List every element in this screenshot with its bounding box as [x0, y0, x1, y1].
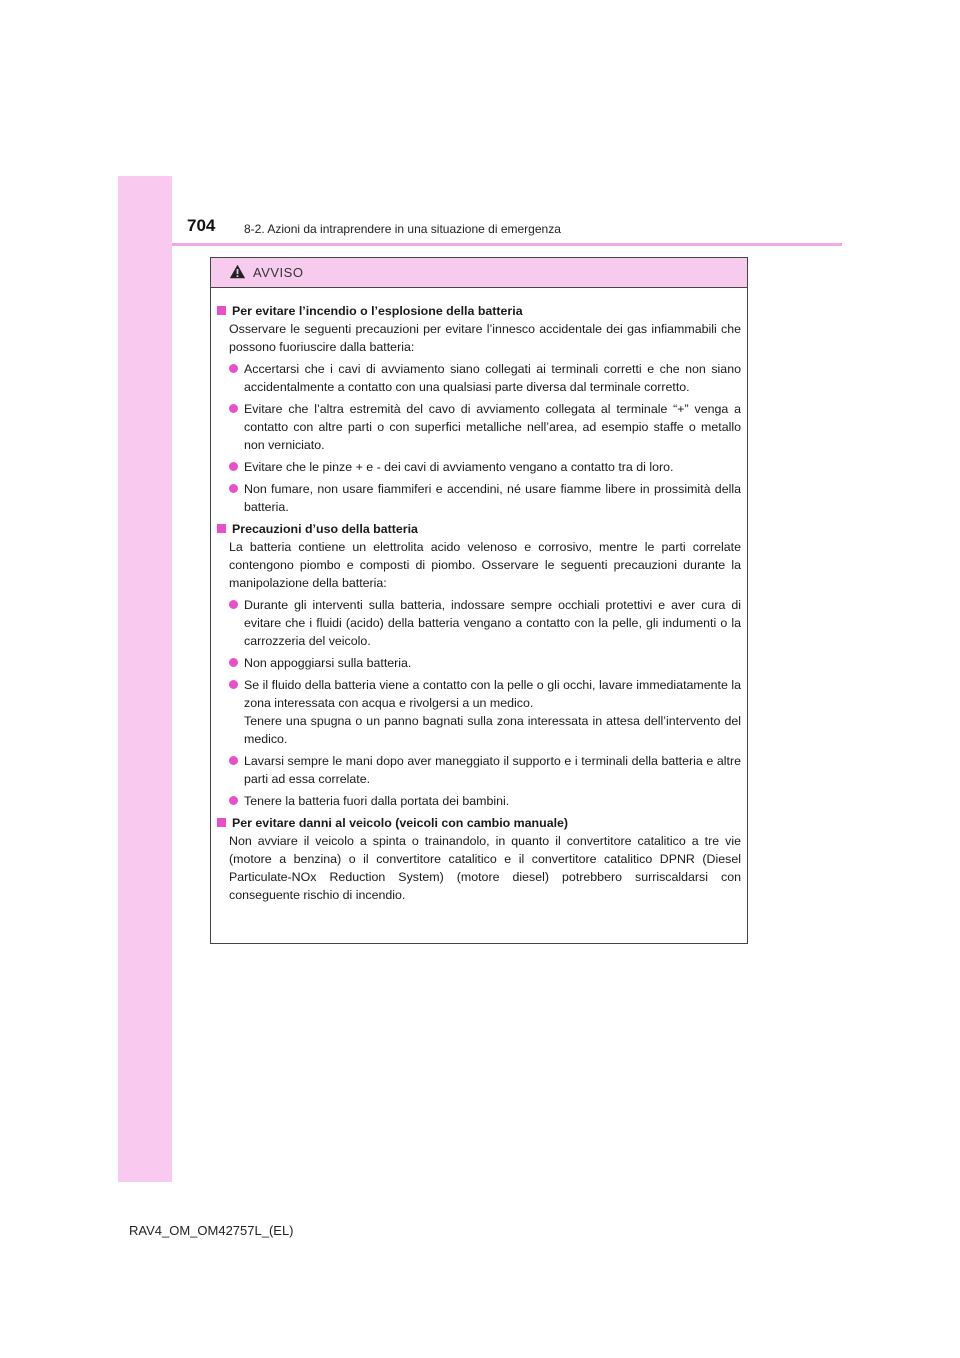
document-code: RAV4_OM_OM42757L_(EL) — [129, 1223, 294, 1238]
warning-box — [210, 257, 748, 944]
warning-title: AVVISO — [253, 265, 304, 280]
list-item: Durante gli interventi sulla batteria, indossare sempre occhiali protettivi e aver cura di evitare che i fluidi (acido) della batteria vengano a contatto con la pelle, gli indumenti o la carrozzeria del veicolo. — [229, 596, 741, 650]
section-heading: Per evitare l’incendio o l’esplosione della batteria — [217, 302, 741, 320]
square-bullet-icon — [217, 524, 226, 533]
circle-bullet-icon — [229, 796, 238, 805]
circle-bullet-icon — [229, 680, 238, 689]
page-sidebar — [118, 176, 172, 1182]
list-item: Evitare che l’altra estremità del cavo di avviamento collegata al terminale “+” venga a contatto con altre parti o con superfici metalliche nell’area, ad esempio staffe o metallo non verniciato. — [229, 400, 741, 454]
circle-bullet-icon — [229, 462, 238, 471]
list-item: Non appoggiarsi sulla batteria. — [229, 654, 741, 672]
warning-header — [211, 258, 747, 288]
square-bullet-icon — [217, 306, 226, 315]
header-rule — [172, 243, 842, 246]
list-item: Tenere la batteria fuori dalla portata dei bambini. — [229, 792, 741, 810]
circle-bullet-icon — [229, 658, 238, 667]
circle-bullet-icon — [229, 484, 238, 493]
square-bullet-icon — [217, 818, 226, 827]
circle-bullet-icon — [229, 600, 238, 609]
list-item: Se il fluido della batteria viene a contatto con la pelle o gli occhi, lavare immediatamente la zona interessata con acqua e rivolgersi a un medico. Tenere una spugna o un panno bagnati sulla zona interessata in attesa dell’intervento del medico. — [229, 676, 741, 748]
section-title: 8-2. Azioni da intraprendere in una situazione di emergenza — [244, 222, 561, 236]
warning-content — [211, 288, 747, 904]
list-item: Non fumare, non usare fiammiferi e accendini, né usare fiamme libere in prossimità della batteria. — [229, 480, 741, 516]
section-intro: La batteria contiene un elettrolita acido velenoso e corrosivo, mentre le parti correlate contengono piombo e composti di piombo. Osservare le seguenti precauzioni durante la manipolazione della batteria: — [229, 540, 741, 590]
list-item: Lavarsi sempre le mani dopo aver maneggiato il supporto e i terminali della batteria e altre parti ad essa correlate. — [229, 752, 741, 788]
page-number: 704 — [187, 216, 216, 235]
section-heading: Precauzioni d’uso della batteria — [217, 520, 741, 538]
section-heading: Per evitare danni al veicolo (veicoli con cambio manuale) — [217, 814, 741, 832]
circle-bullet-icon — [229, 756, 238, 765]
warning-triangle-icon — [229, 263, 246, 280]
list-item: Accertarsi che i cavi di avviamento siano collegati ai terminali corretti e che non siano accidentalmente a contatto con una qualsiasi parte diversa dal terminale corretto. — [229, 360, 741, 396]
circle-bullet-icon — [229, 404, 238, 413]
list-item: Evitare che le pinze + e - dei cavi di avviamento vengano a contatto tra di loro. — [229, 458, 741, 476]
section-intro: Non avviare il veicolo a spinta o trainandolo, in quanto il convertitore catalitico a tre vie (motore a benzina) o il convertitore catalitico e il convertitore catalitico DPNR (Diesel Particulate-NOx Reduction System) (motore diesel) potrebbero surriscaldarsi con conseguente rischio di incendio. — [229, 834, 741, 902]
circle-bullet-icon — [229, 364, 238, 373]
section-intro: Osservare le seguenti precauzioni per evitare l’innesco accidentale dei gas infiammabili che possono fuoriuscire dalla batteria: — [229, 322, 741, 354]
